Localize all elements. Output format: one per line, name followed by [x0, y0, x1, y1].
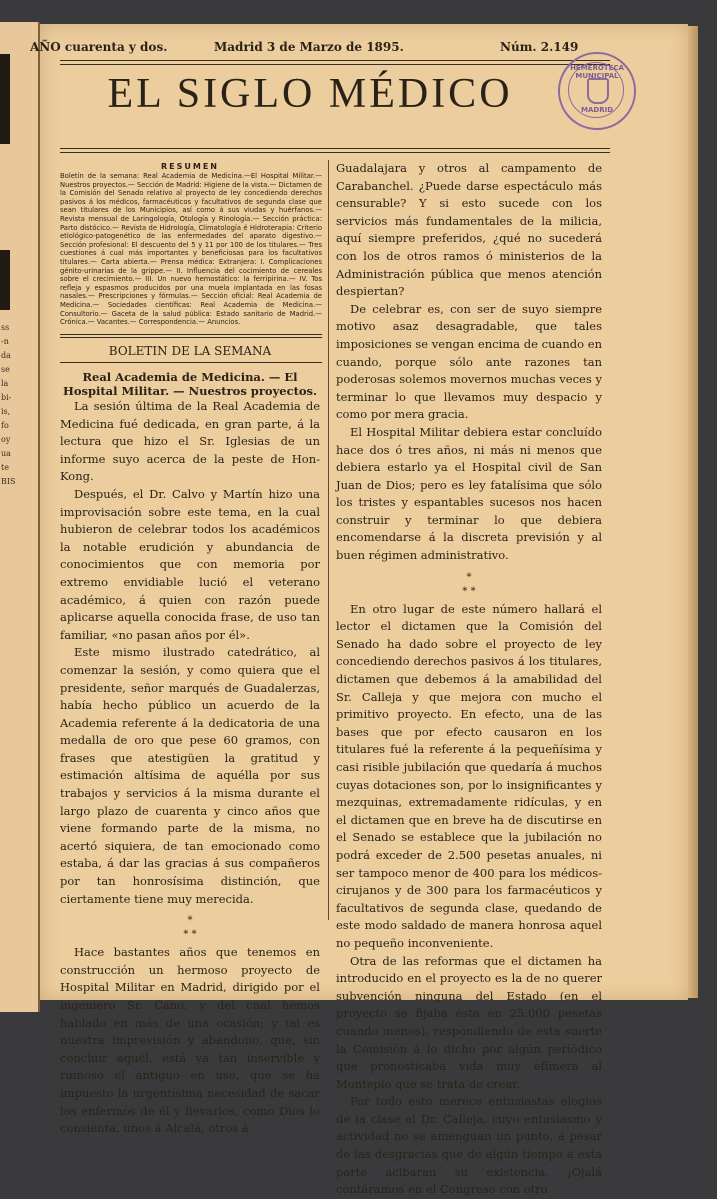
masthead-rule	[60, 152, 610, 153]
left-page-text-fragment: BIS	[1, 477, 16, 486]
issue-number: Núm. 2.149	[500, 40, 579, 54]
left-page-text-fragment: te	[1, 463, 9, 472]
paragraph: De celebrar es, con ser de suyo siempre motivo asaz desagradable, que tales imposiciones se vengan encima de cuando en cuando, porque sólo ante razones tan poderosas solemos movernos muchas veces y terminar lo que llevamos muy despacio y como por mera gracia.	[336, 301, 602, 422]
page-edge-shadow	[688, 26, 698, 998]
stamp-top-text: HEMEROTECA MUNICIPAL	[570, 64, 624, 80]
column-right	[336, 160, 602, 1199]
left-page-text-fragment: la	[1, 379, 9, 388]
left-page-text-fragment: da	[1, 351, 11, 360]
paragraph: Otra de las reformas que el dictamen ha introducido en el proyecto es la de no querer subvención ninguna del Estado (en el proyecto se fijaba ésta en 25.000 pesetas cuando menos), respondiendo de esta suerte la Comisión á lo dicho por algún periódico que pronosticaba vida muy efímera al Montepío que se trata de crear.	[336, 953, 602, 1091]
issue-year: AÑO cuarenta y dos.	[30, 40, 168, 54]
masthead-title: EL SIGLO MÉDICO	[107, 71, 513, 117]
paragraph: Guadalajara y otros al campamento de Carabanchel. ¿Puede darse espectáculo más censurable? Y si esto sucede con los servicios más fundamentales de la milicia, aquí siempre preferidos, ¿qué no sucederá con los de otros ramos ó ministerios de la Administración pública que menos atención despiertan?	[336, 161, 602, 299]
column-left	[60, 398, 320, 1138]
summary-title: RESUMEN	[160, 162, 219, 171]
left-page-dark-band	[0, 54, 10, 144]
header-rule	[60, 60, 610, 61]
masthead-rule	[60, 148, 610, 149]
paragraph: La sesión última de la Real Academia de Medicina fué dedicada, en gran parte, á la lectura que hizo el Sr. Iglesias de un informe suyo acerca de la peste de Hon-Kong.	[60, 399, 320, 484]
summary-rule	[60, 334, 322, 335]
paragraph: Este mismo ilustrado catedrático, al comenzar la sesión, y como quiera que el presidente, señor marqués de Guadalerzas, había hecho público un acuerdo de la Academia referente á la dedicatoria de una medalla de oro que pese 60 gramos, con frases que atestigüen la gratitud y estimación altísima de aquélla por sus trabajos y servicios á la misma durante el largo plazo de cuarenta y cinco años que viene formando parte de la misma, no acertó siquiera, de tan emocionado como estaba, á dar las gracias á sus compañeros por tan honrosísima distinción, que ciertamente tiene muy merecida.	[60, 645, 320, 906]
library-stamp	[558, 52, 636, 130]
section-stars: * * *	[183, 915, 197, 941]
article-title: Real Academia de Medicina. — El Hospital Militar. — Nuestros proyectos.	[62, 370, 318, 398]
shield-icon	[587, 78, 609, 104]
header-rule	[60, 64, 610, 65]
left-page-text-fragment: oy	[1, 435, 11, 444]
left-page-dark-band	[0, 250, 10, 310]
column-divider	[328, 160, 329, 920]
summary-rule	[60, 337, 322, 338]
paragraph: Por todo esto merece entusiastas elogios de la clase el Dr. Calleja, cuyo entusiasmo y actividad no se amenguan un punto, á pesar de las desgracias que de algún tiempo á esta parte acibaran su existencia. ¡Ojalá contáramos en el Congreso con otro	[336, 1094, 602, 1197]
paragraph: Después, el Dr. Calvo y Martín hizo una improvisación sobre este tema, en la cual hubieron de celebrar todos los académicos la notable erudición y abundancia de conocimientos que con memoria por extremo envidiable lució el veterano académico, á quien con razón puede aplicarse aquella conocida frase, de uso tan familiar, «no pasan años por él».	[60, 486, 320, 642]
section-rule	[60, 362, 322, 363]
left-page-text-fragment: fo	[1, 421, 9, 430]
left-page-text-fragment: is,	[1, 407, 11, 416]
paragraph: Hace bastantes años que tenemos en construcción un hermoso proyecto de Hospital Militar en Madrid, dirigido por el ingeniero Sr. Cano, y del cual hemos hablado en más de una ocasión; y tal es nuestra imprevisión y abandono, que, sin concluir aquél, está ya tan inservible y ruinoso el antiguo en uso, que se ha impuesto la urgentísima necesidad de sacar los enfermos de él y llevarlos, como Dios lo consienta, unos á Alcalá, otros á	[60, 945, 320, 1136]
left-page-text-fragment: -n	[1, 337, 9, 346]
left-page-text-fragment: bi-	[1, 393, 12, 402]
section-title: BOLETIN DE LA SEMANA	[108, 344, 272, 358]
section-stars: * * *	[462, 571, 476, 597]
paragraph: El Hospital Militar debiera estar concluído hace dos ó tres años, ni más ni menos que debiera estarlo ya el Hospital civil de San Juan de Dios; pero es ley fatalísima que sólo los tristes y espantables sucesos nos hacen construir y terminar lo que debiera encomendarse á la discreta previsión y al buen régimen administrativo.	[336, 424, 602, 563]
issue-header	[30, 40, 600, 58]
issue-date: Madrid 3 de Marzo de 1895.	[214, 40, 404, 54]
summary-text: Boletín de la semana: Real Academia de Medicina.—El Hospital Militar.—Nuestros proyectos.— Sección de Madrid: Higiene de la vista.— Dictamen de la Comisión del Senado relativo al proyecto de ley concediendo derechos pasivos á los médicos, farmacéuticos y facultativos de segunda clase que sean titulares de los Municipios, así como á sus viudas y huérfanos.— Revista mensual de Laringología, Otología y Rinología.— Sección práctica: Parto distócico.— Revista de Hidrología, Climatología é Hidroterapia: Criterio etiológico-patogenético de las enfermedades del aparato digestivo.— Sección profesional: El descuento del 5 y 11 por 100 de los titulares.— Tres cuestiones á cual más importantes y beneficiosas para los facultativos titulares.— Carta abierta.— Prensa médica: Extranjera: I. Complicaciones génito-urinarias de la grippe.— II. Influencia del cocimiento de cereales sobre el crecimiento.— III. Un nuevo hemostático: la ferripirina.— IV. Tos refleja y espasmos producidos por una muela implantada en las fosas nasales.— Prescripciones y fórmulas.— Sección oficial: Real Academia de Medicina.— Sociedades científicas: Real Academia de Medicina.— Consultorio.— Gaceta de la salud pública: Estado sanitario de Madrid.— Crónica.— Vacantes.— Correspondencia.— Anuncios.	[60, 172, 322, 327]
left-page-text-fragment: se	[1, 365, 10, 374]
paragraph: En otro lugar de este número hallará el lector el dictamen que la Comisión del Senado ha dado sobre el proyecto de ley concediendo derechos pasivos á los titulares, dictamen que debemos á la amabilidad del Sr. Calleja y que mejora con mucho el primitivo proyecto. En efecto, una de las bases que por efecto causaron en los titulares fué la referente á la pequeñísima y casi risible jubilación que quedaría á muchos cuyas dotaciones son, por lo insignificantes y mezquinas, extremadamente ridículas, y en el dictamen que en breve ha de discutirse en el Senado se establece que la jubilación no podrá exceder de 2.500 pesetas anuales, ni ser tampoco menor de 400 para los médicos-cirujanos y de 300 para los farmacéuticos y facultativos de segunda clase, quedando de este modo saldado de manera honrosa aquel no pequeño inconveniente.	[336, 601, 602, 950]
stamp-bottom-text: MADRID	[581, 106, 613, 114]
left-page-text-fragment: ua	[1, 449, 11, 458]
left-page-text-fragment: ss	[1, 323, 10, 332]
left-facing-page-edge	[0, 22, 40, 1012]
